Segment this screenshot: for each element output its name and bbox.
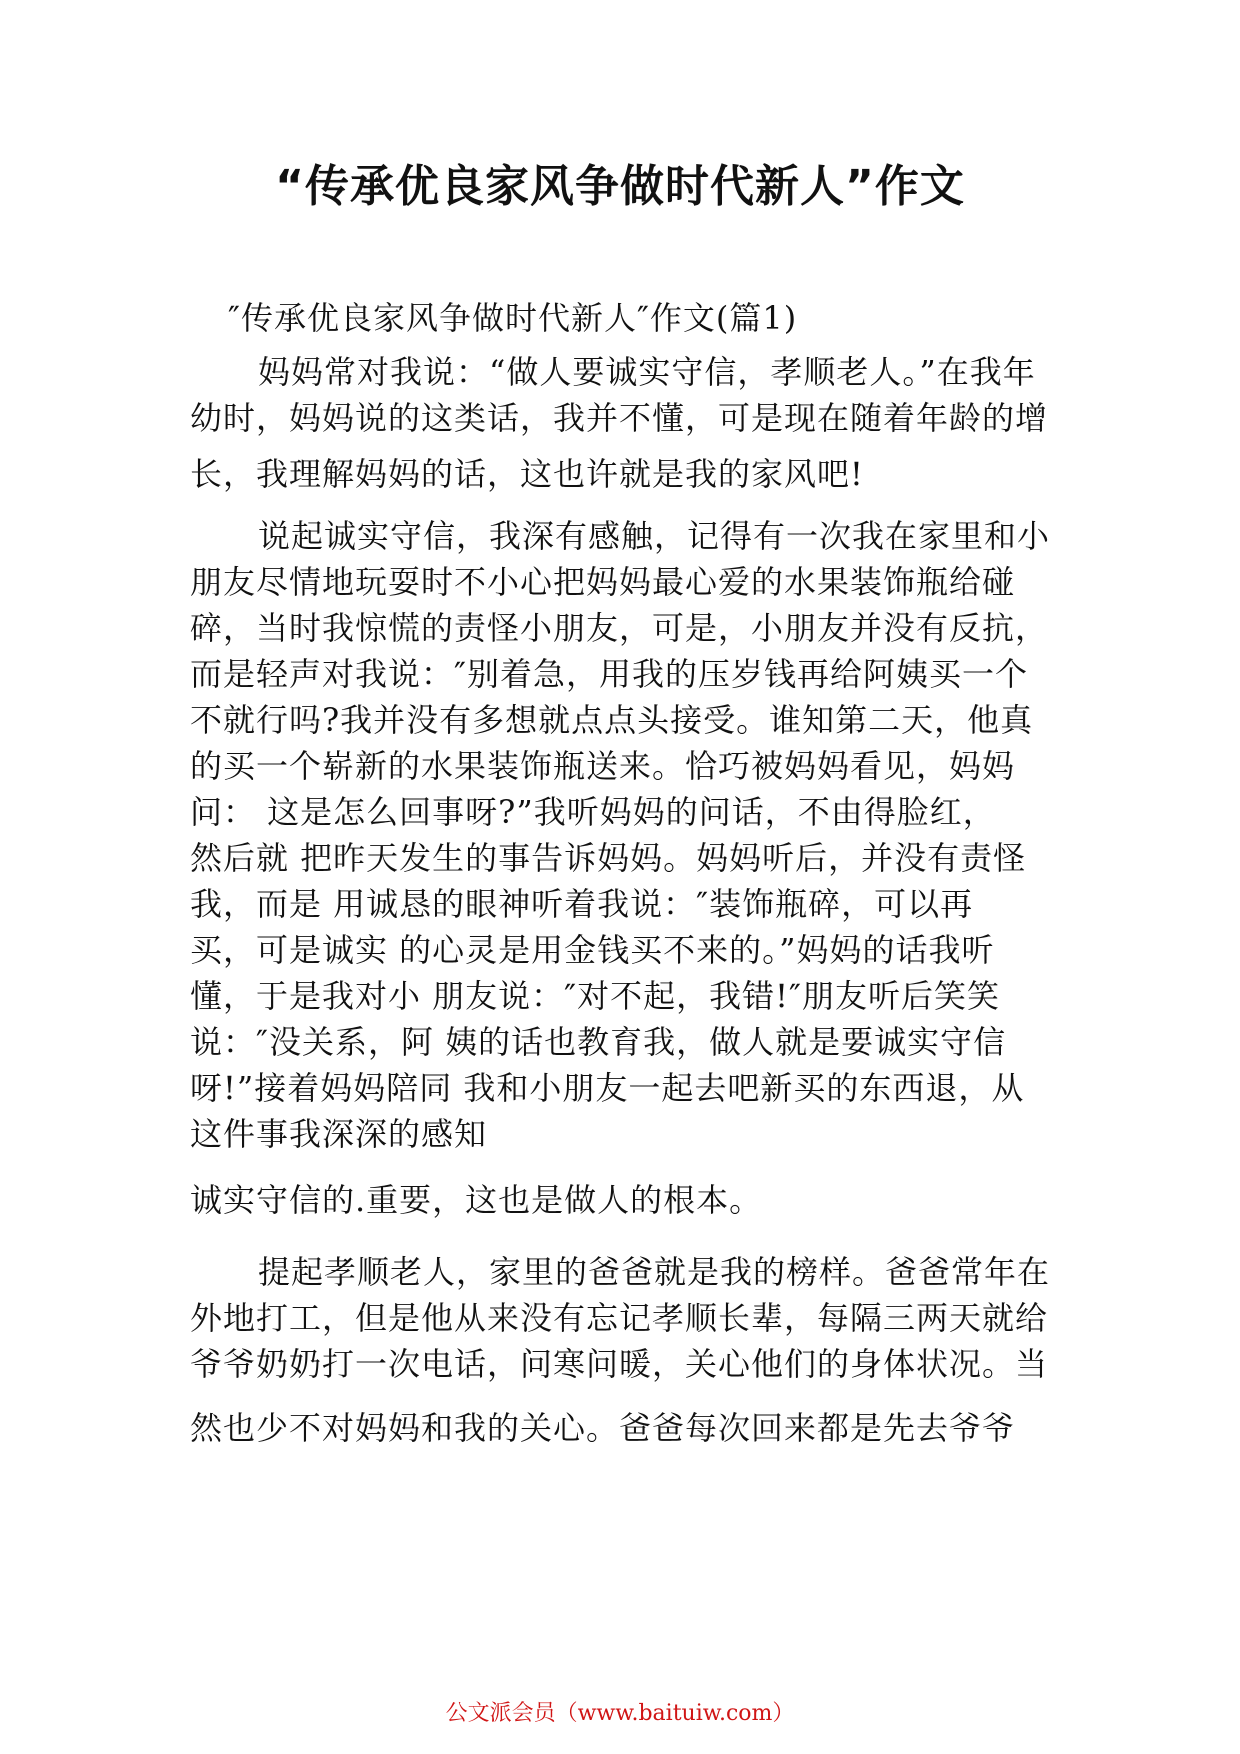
text-line: 问： 这是怎么回事呀?”我听妈妈的问话，不由得脸红，: [190, 793, 996, 831]
text-line: 说起诚实守信，我深有感触，记得有一次我在家里和小: [258, 517, 1051, 555]
text-line: 呀!”接着妈妈陪同 我和小朋友一起去吧新买的东西退，从: [190, 1069, 1025, 1107]
text-line: 妈妈常对我说：“做人要诚实守信，孝顺老人。”在我年: [258, 353, 1036, 391]
text-line: 而是轻声对我说：″别着急，用我的压岁钱再给阿姨买一个: [190, 655, 1028, 693]
text-line: 懂，于是我对小 朋友说：″对不起，我错!″朋友听后笑笑: [190, 977, 1000, 1015]
text-line: 诚实守信的.重要，这也是做人的根本。: [190, 1181, 763, 1219]
text-line: 说：″没关系，阿 姨的话也教育我，做人就是要诚实守信: [190, 1023, 1007, 1061]
text-line: 外地打工，但是他从来没有忘记孝顺长辈，每隔三两天就给: [190, 1299, 1049, 1337]
text-line: 长，我理解妈妈的话，这也许就是我的家风吧!: [190, 455, 864, 493]
text-line: 然后就 把昨天发生的事告诉妈妈。妈妈听后，并没有责怪: [190, 839, 1027, 877]
text-line: 买，可是诚实 的心灵是用金钱买不来的。”妈妈的话我听: [190, 931, 995, 969]
text-line: 碎，当时我惊慌的责怪小朋友，可是，小朋友并没有反抗，: [190, 609, 1049, 647]
text-line: 朋友尽情地玩耍时不小心把妈妈最心爱的水果装饰瓶给碰: [190, 563, 1016, 601]
text-line: 不就行吗?我并没有多想就点点头接受。谁知第二天，他真: [190, 701, 1034, 739]
text-line: 我，而是 用诚恳的眼神听着我说：″装饰瓶碎，可以再: [190, 885, 974, 923]
text-line: 幼时，妈妈说的这类话，我并不懂，可是现在随着年龄的增: [190, 399, 1049, 437]
footer-watermark: 公文派会员（www.baituiw.com）: [445, 1701, 795, 1726]
text-line: 提起孝顺老人，家里的爸爸就是我的榜样。爸爸常年在: [258, 1253, 1051, 1291]
document-title: “传承优良家风争做时代新人”作文: [275, 161, 965, 212]
section-heading: ″传承优良家风争做时代新人″作文(篇1): [228, 299, 798, 337]
text-line: 的买一个崭新的水果装饰瓶送来。恰巧被妈妈看见，妈妈: [190, 747, 1016, 785]
text-line: 这件事我深深的感知: [190, 1115, 488, 1153]
text-line: 爷爷奶奶打一次电话，问寒问暖，关心他们的身体状况。当: [190, 1345, 1049, 1383]
text-line: 然也少不对妈妈和我的关心。爸爸每次回来都是先去爷爷: [190, 1409, 1016, 1447]
